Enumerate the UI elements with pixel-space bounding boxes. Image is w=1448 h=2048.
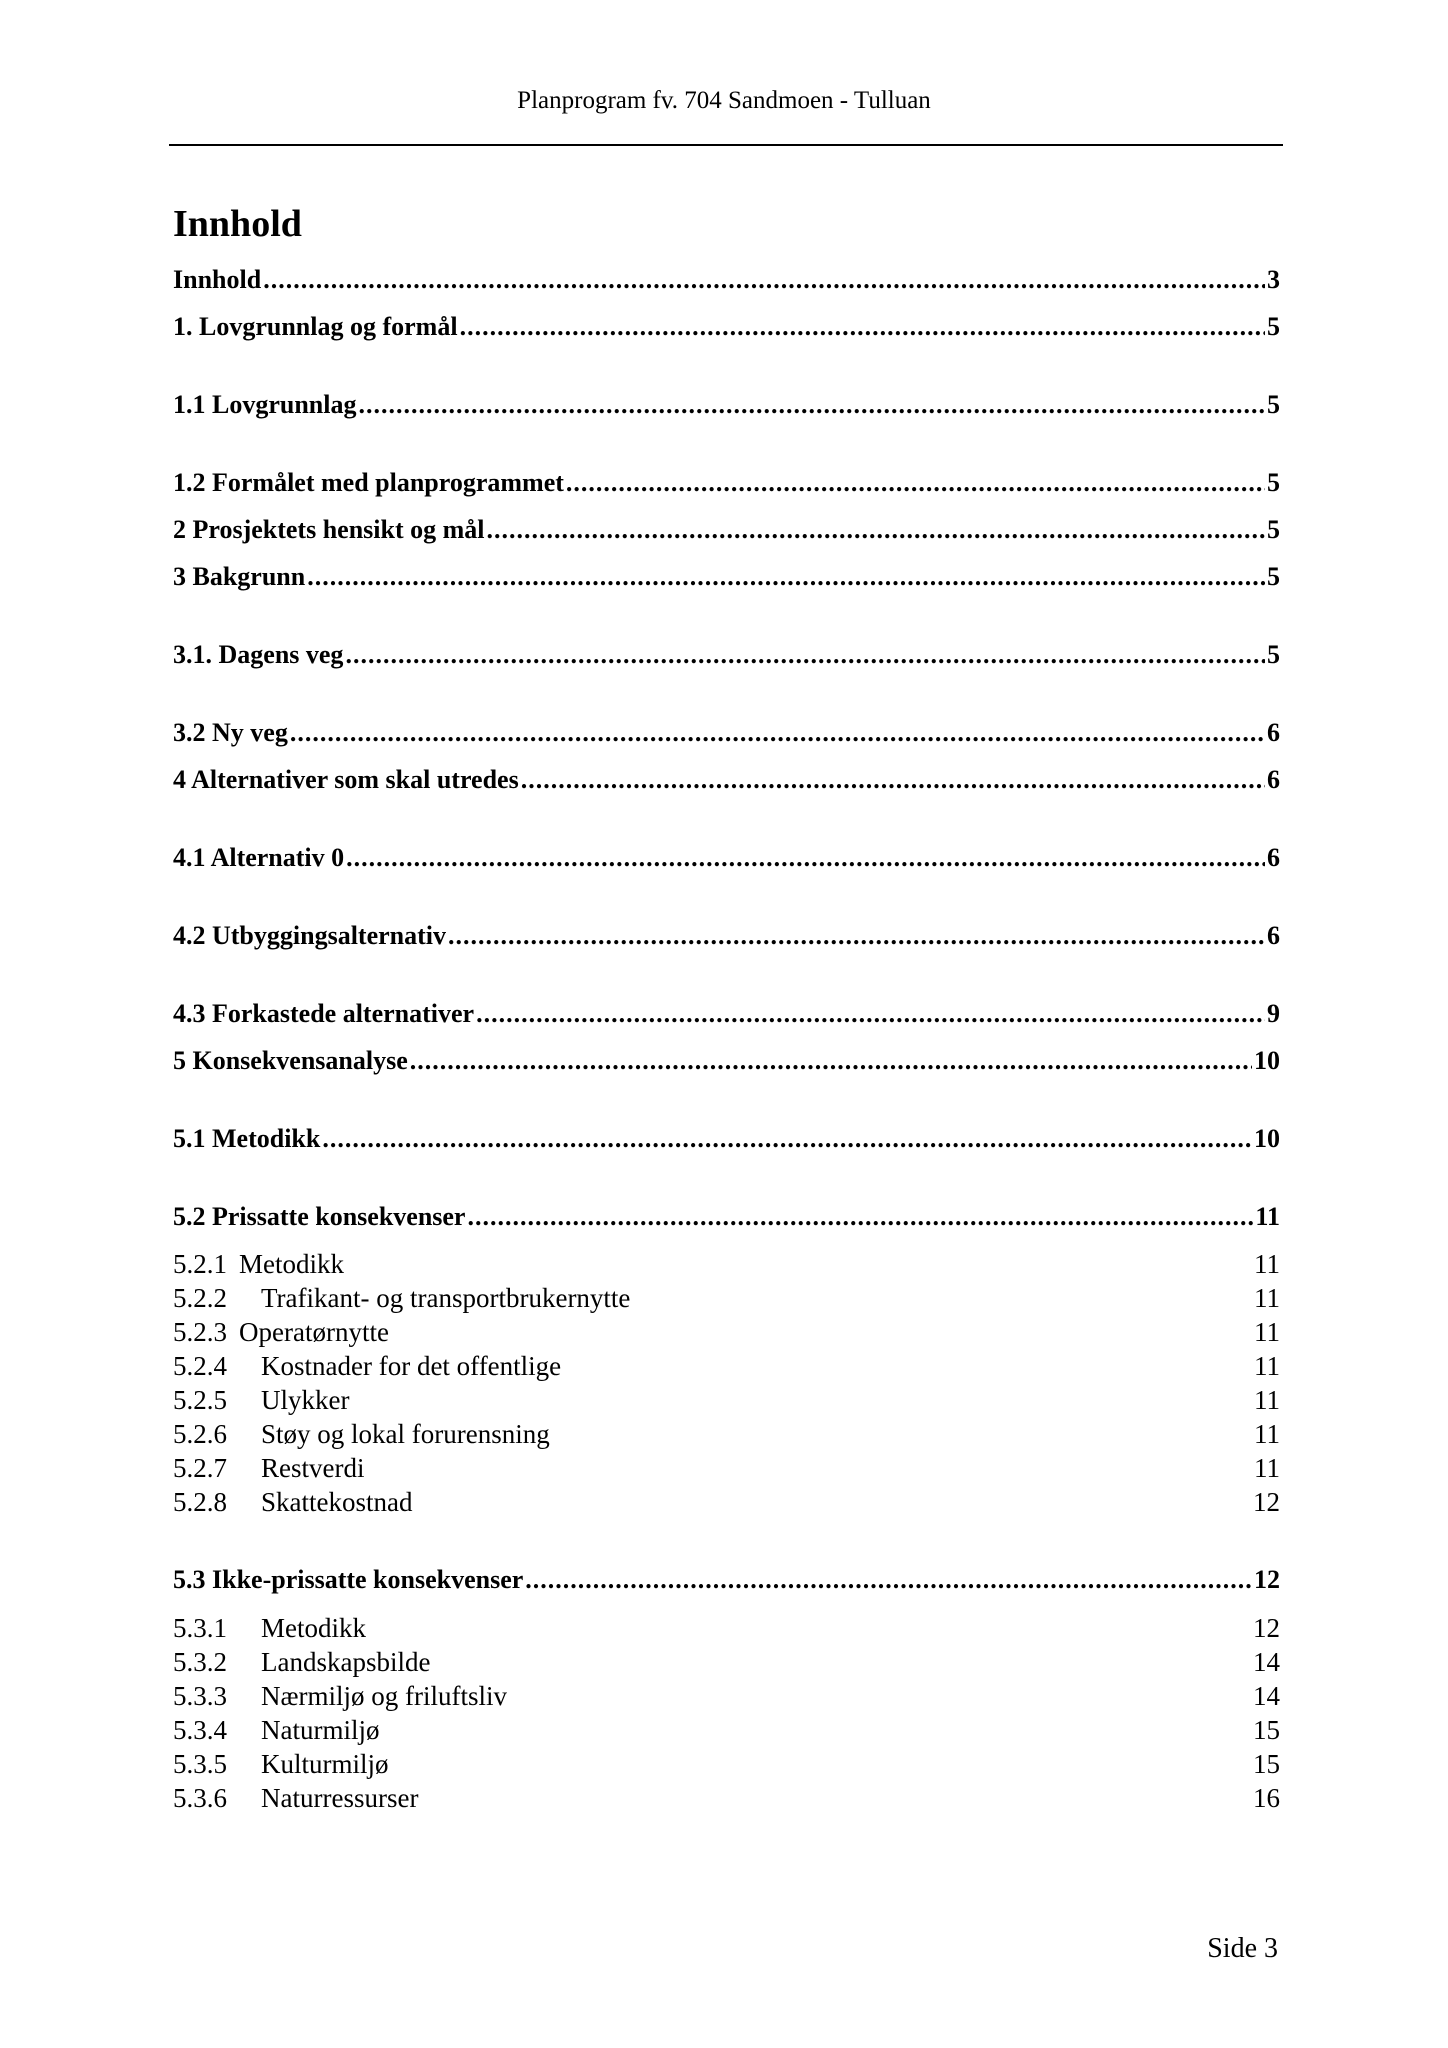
toc-leader-dots <box>410 1045 1252 1077</box>
toc-entry[interactable] <box>173 389 1280 421</box>
toc-subentry-page: 11 <box>1254 1385 1280 1415</box>
toc-leader-dots <box>566 467 1265 499</box>
toc-subentry-title: Trafikant- og transportbrukernytte <box>261 1283 631 1313</box>
toc-subentry-page: 16 <box>1253 1783 1280 1813</box>
toc-leader-dots <box>307 561 1265 593</box>
toc-subentry-page: 12 <box>1253 1487 1280 1517</box>
toc-subentry-page: 11 <box>1254 1419 1280 1449</box>
toc-entry-label: Innhold <box>173 265 262 294</box>
toc-entry-label: 5.3 Ikke-prissatte konsekvenser <box>173 1565 524 1594</box>
toc-subentry-title: Skattekostnad <box>261 1487 413 1517</box>
toc-entry-page: 5 <box>1267 640 1280 669</box>
toc-entry[interactable] <box>173 264 1280 296</box>
toc-leader-dots <box>521 764 1265 796</box>
toc-subentry-page: 15 <box>1253 1749 1280 1779</box>
toc-entry-page: 9 <box>1267 999 1280 1028</box>
toc-heading: Innhold <box>173 203 302 245</box>
toc-subentry-number: 5.3.4 <box>173 1715 227 1745</box>
toc-subentry-page: 11 <box>1254 1283 1280 1313</box>
toc-subentry-page: 11 <box>1254 1317 1280 1347</box>
toc-leader-dots <box>467 1201 1253 1233</box>
toc-leader-dots <box>460 311 1265 343</box>
toc-subentry-page: 11 <box>1254 1351 1280 1381</box>
toc-entry[interactable] <box>173 998 1280 1030</box>
toc-entry-page: 5 <box>1267 390 1280 419</box>
toc-subentry-number: 5.2.7 <box>173 1453 227 1483</box>
toc-entry[interactable] <box>173 1123 1280 1155</box>
toc-entry-label: 3.2 Ny veg <box>173 718 288 747</box>
toc-subentry-page: 14 <box>1253 1647 1280 1677</box>
toc-entry-page: 11 <box>1255 1202 1280 1231</box>
toc-subentry-number: 5.2.3 <box>173 1317 227 1347</box>
toc-subentry-page: 15 <box>1253 1715 1280 1745</box>
toc-entry-label: 4 Alternativer som skal utredes <box>173 765 519 794</box>
toc-entry[interactable] <box>173 1201 1280 1233</box>
toc-entry-page: 5 <box>1267 515 1280 544</box>
toc-entry-page: 5 <box>1267 468 1280 497</box>
toc-subentry-title: Restverdi <box>261 1453 365 1483</box>
toc-entry-page: 6 <box>1267 843 1280 872</box>
toc-entry-page: 5 <box>1267 562 1280 591</box>
toc-entry-page: 10 <box>1254 1046 1280 1075</box>
toc-subentry-number: 5.3.2 <box>173 1647 227 1677</box>
toc-subentry-number: 5.2.4 <box>173 1351 227 1381</box>
toc-subentry-number: 5.2.5 <box>173 1385 227 1415</box>
toc-entry-label: 5.2 Prissatte konsekvenser <box>173 1202 466 1231</box>
page-header-title: Planprogram fv. 704 Sandmoen - Tulluan <box>517 87 931 114</box>
toc-entry-label: 1. Lovgrunnlag og formål <box>173 312 458 341</box>
toc-leader-dots <box>487 514 1265 546</box>
toc-subentry-title: Landskapsbilde <box>261 1647 431 1677</box>
toc-subentry-number: 5.3.6 <box>173 1783 227 1813</box>
toc-entry[interactable] <box>173 764 1280 796</box>
toc-subentry-page: 14 <box>1253 1681 1280 1711</box>
toc-entry-page: 5 <box>1267 312 1280 341</box>
toc-entry[interactable] <box>173 467 1280 499</box>
toc-subentry-title: Ulykker <box>261 1385 350 1415</box>
toc-leader-dots <box>322 1123 1252 1155</box>
toc-leader-dots <box>525 1564 1252 1596</box>
toc-entry-label: 3.1. Dagens veg <box>173 640 344 669</box>
toc-entry-label: 4.1 Alternativ 0 <box>173 843 345 872</box>
toc-subentry-number: 5.2.2 <box>173 1283 227 1313</box>
toc-leader-dots <box>448 920 1265 952</box>
toc-entry-page: 6 <box>1267 765 1280 794</box>
toc-entry-page: 12 <box>1254 1565 1280 1594</box>
toc-subentry-title: Kostnader for det offentlige <box>261 1351 562 1381</box>
toc-entry-page: 3 <box>1267 265 1280 294</box>
toc-entry-page: 6 <box>1267 921 1280 950</box>
toc-leader-dots <box>359 389 1266 421</box>
page-number: Side 3 <box>1207 1933 1278 1964</box>
toc-subentry-title: Støy og lokal forurensning <box>261 1419 550 1449</box>
toc-subentry-number: 5.3.3 <box>173 1681 227 1711</box>
toc-subentry-title: Operatørnytte <box>239 1317 389 1347</box>
toc-entry[interactable] <box>173 514 1280 546</box>
toc-subentry-title: Naturmiljø <box>261 1715 380 1745</box>
toc-entry-label: 3 Bakgrunn <box>173 562 306 591</box>
toc-subentry-title: Metodikk <box>261 1613 366 1643</box>
toc-entry[interactable] <box>173 1564 1280 1596</box>
toc-subentry-title: Nærmiljø og friluftsliv <box>261 1681 507 1711</box>
toc-subentry-number: 5.3.1 <box>173 1613 227 1643</box>
toc-leader-dots <box>345 639 1265 671</box>
toc-subentry-page: 11 <box>1254 1249 1280 1279</box>
toc-entry-label: 4.2 Utbyggingsalternativ <box>173 921 446 950</box>
toc-subentry-page: 12 <box>1253 1613 1280 1643</box>
toc-entry-label: 5.1 Metodikk <box>173 1124 321 1153</box>
toc-entry[interactable] <box>173 842 1280 874</box>
toc-entry-label: 5 Konsekvensanalyse <box>173 1046 408 1075</box>
toc-entry[interactable] <box>173 717 1280 749</box>
header-divider <box>169 144 1283 146</box>
toc-entry-page: 6 <box>1267 718 1280 747</box>
toc-subentry-number: 5.2.1 <box>173 1249 227 1279</box>
toc-leader-dots <box>476 998 1265 1030</box>
toc-entry-label: 1.1 Lovgrunnlag <box>173 390 357 419</box>
toc-subentry-title: Metodikk <box>239 1249 344 1279</box>
toc-subentry-number: 5.3.5 <box>173 1749 227 1779</box>
toc-subentry-title: Kulturmiljø <box>261 1749 389 1779</box>
toc-leader-dots <box>290 717 1265 749</box>
toc-leader-dots <box>263 264 1265 296</box>
toc-entry[interactable] <box>173 561 1280 593</box>
toc-entry-label: 2 Prosjektets hensikt og mål <box>173 515 485 544</box>
toc-subentry-title: Naturressurser <box>261 1783 419 1813</box>
toc-entry-page: 10 <box>1254 1124 1280 1153</box>
toc-subentry-page: 11 <box>1254 1453 1280 1483</box>
toc-entry[interactable] <box>173 639 1280 671</box>
toc-entry[interactable] <box>173 311 1280 343</box>
toc-entry[interactable] <box>173 920 1280 952</box>
toc-subentry-number: 5.2.8 <box>173 1487 227 1517</box>
toc-entry-label: 1.2 Formålet med planprogrammet <box>173 468 564 497</box>
toc-leader-dots <box>346 842 1265 874</box>
toc-entry-label: 4.3 Forkastede alternativer <box>173 999 475 1028</box>
toc-subentry-number: 5.2.6 <box>173 1419 227 1449</box>
toc-entry[interactable] <box>173 1045 1280 1077</box>
